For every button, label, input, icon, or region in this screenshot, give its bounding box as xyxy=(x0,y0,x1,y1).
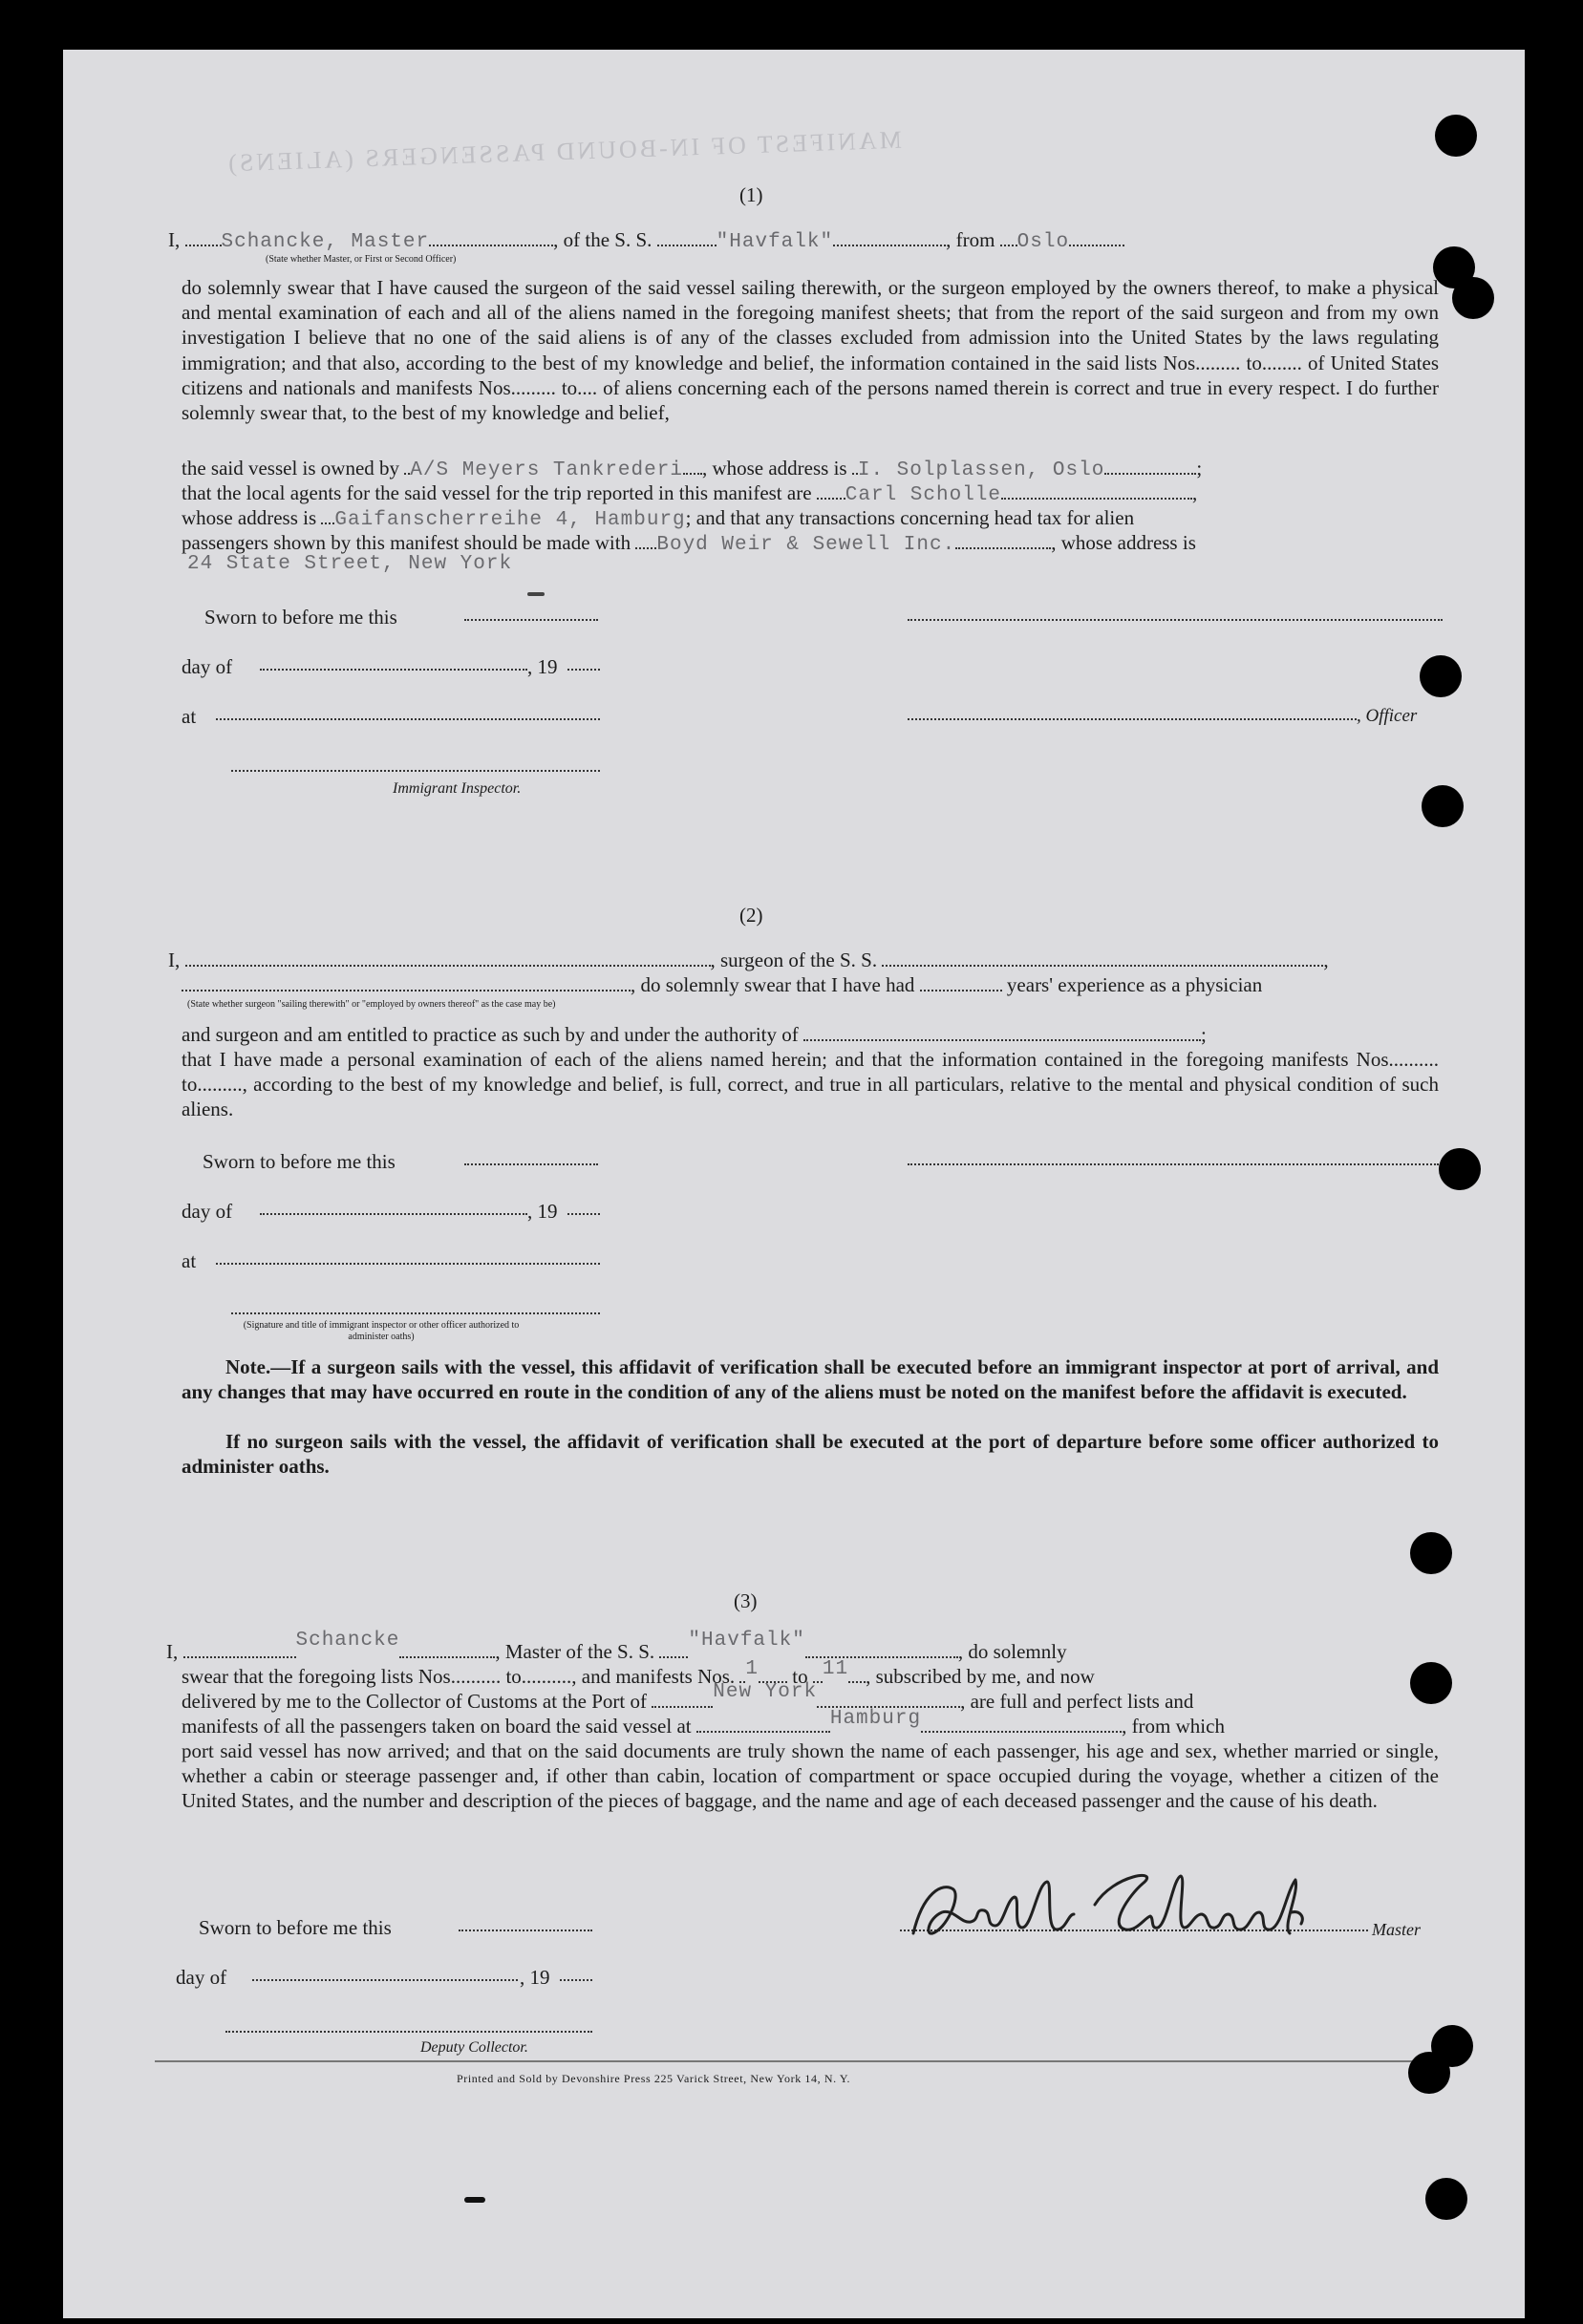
sig-caption-2: (Signature and title of immigrant inspector or other officer authorized to administer oaths) xyxy=(243,1320,520,1342)
master-name: Schancke, Master xyxy=(221,231,430,253)
sworn-2: Sworn to before me this xyxy=(203,1150,396,1173)
manifest-from: 1 xyxy=(745,1658,759,1680)
agent-address-line: whose address is Gaifanscherreihe 4, Hamburg; and that any transactions concerning head tax for alien xyxy=(182,506,1135,531)
sworn-1: Sworn to before me this xyxy=(204,606,397,629)
punch-hole-icon xyxy=(1435,115,1477,157)
master-label: Master xyxy=(1372,1920,1421,1939)
faded-header: MANIFEST OF IN-BOUND PASSENGERS (ALIENS) xyxy=(225,125,903,178)
manifests-line-3: manifests of all the passengers taken on board the said vessel at Hamburg , from which xyxy=(182,1708,1225,1738)
year-2: , 19 xyxy=(527,1200,558,1223)
sworn-3: Sworn to before me this xyxy=(199,1916,392,1939)
master-name-3: Schancke xyxy=(295,1630,400,1652)
at-1: at xyxy=(182,705,197,728)
punch-hole-icon xyxy=(1452,277,1494,319)
passengers-line: passengers shown by this manifest should be made with Boyd Weir & Sewell Inc. , whose address is xyxy=(182,531,1196,556)
tax-agent: Boyd Weir & Sewell Inc. xyxy=(656,534,956,556)
punch-hole-icon xyxy=(1420,655,1462,697)
section-3-body: port said vessel has now arrived; and that on the said documents are truly shown the name of each passenger, his age and sex, whether married or single, whether a cabin or steerage passenger and, if other than cabin, location of compartment or space occupied during the voyage, whether a citizen of the United States, and the number and description of the pieces of baggage, and the name and age of each deceased passenger and the cause of his death. xyxy=(182,1739,1439,1813)
year-1: , 19 xyxy=(527,655,558,678)
owner-address: I. Solplassen, Oslo xyxy=(857,459,1105,481)
sworn-1-line xyxy=(464,619,598,621)
master-signature xyxy=(904,1855,1401,1960)
manifest-to: 11 xyxy=(822,1658,849,1680)
officer-label: , Officer xyxy=(1357,706,1418,726)
day-of-2: day of xyxy=(182,1200,233,1223)
from-label: , from xyxy=(946,228,995,251)
section-3-number: (3) xyxy=(734,1589,758,1612)
solemnly-line: , do solemnly swear that I have had years' experience as a physician xyxy=(182,972,1262,996)
year-3: , 19 xyxy=(520,1966,550,1989)
port-of-departure: Hamburg xyxy=(829,1708,922,1730)
punch-hole-icon xyxy=(1425,2178,1467,2220)
practice-line: and surgeon and am entitled to practice as such by and under the authority of ; xyxy=(182,1023,1207,1046)
lists-line-3: swear that the foregoing lists Nos.......... to.........., and manifests Nos. 1 to 11 , subscribed by me, and now xyxy=(182,1658,1095,1688)
owner-name: A/S Meyers Tankrederi xyxy=(410,459,683,481)
from-port: Oslo xyxy=(1016,231,1070,253)
owned-by-line: the said vessel is owned by A/S Meyers Tankrederi , whose address is I. Solplassen, Oslo ; xyxy=(182,457,1203,481)
section-1-line1 xyxy=(168,227,1124,254)
delivered-line-3: delivered by me to the Collector of Customs at the Port of New York , are full and perfect lists and xyxy=(182,1681,1194,1713)
deputy-collector: Deputy Collector. xyxy=(420,2039,528,2056)
agent-name: Carl Scholle xyxy=(845,484,1002,506)
note-paragraph: Note.—If a surgeon sails with the vessel, this affidavit of verification shall be executed before an immigrant inspector at port of arrival, and any changes that may have occurred en route in the condition of any of the aliens must be noted on the manifest before the affidavit is executed. xyxy=(182,1355,1439,1404)
section-1-caption: (State whether Master, or First or Second Officer) xyxy=(266,254,457,265)
ship-name-3: "Havfalk" xyxy=(688,1630,805,1652)
tax-address: 24 State Street, New York xyxy=(187,553,513,575)
document-page xyxy=(63,50,1525,2318)
ink-mark xyxy=(527,592,545,596)
punch-hole-icon xyxy=(1439,1148,1481,1190)
ink-mark xyxy=(464,2197,485,2203)
of-ss-label: , of the S. S. xyxy=(553,228,652,251)
agents-line: that the local agents for the said vessel for the trip reported in this manifest are Carl Scholle , xyxy=(182,481,1198,506)
officer-sig-line-top xyxy=(908,619,1443,621)
agent-address: Gaifanscherreihe 4, Hamburg xyxy=(334,509,686,531)
punch-hole-icon xyxy=(1410,1662,1452,1704)
section-2-number: (2) xyxy=(739,904,763,927)
at-2: at xyxy=(182,1249,197,1272)
port-of-arrival: New York xyxy=(713,1681,818,1703)
day-of-3: day of xyxy=(176,1966,227,1989)
master-line-3: I, Schancke , Master of the S. S. "Havfalk" , do solemnly xyxy=(166,1630,1067,1663)
punch-hole-icon xyxy=(1410,1532,1452,1574)
section-1-body: do solemnly swear that I have caused the surgeon of the said vessel sailing therewith, or the surgeon employed by the owners thereof, to make a physical and mental examination of each and all of the aliens named in the foregoing manifest sheets; that from the report of the said surgeon and from my own investigation I believe that no one of the said aliens is of any of the classes excluded from admission into the United States by the laws regulating immigration; and that also, according to the best of my knowledge and belief, the information contained in the said lists Nos......... to........ of United States citizens and nationals and manifests Nos......... to.... of aliens concerning each of the persons named therein is correct and true in every respect. I do further solemnly swear that, to the best of my knowledge and belief, xyxy=(182,276,1439,425)
note2-paragraph: If no surgeon sails with the vessel, the affidavit of verification shall be executed at the port of departure before some officer authorized to administer oaths. xyxy=(182,1430,1439,1479)
ship-name: "Havfalk" xyxy=(716,231,834,253)
section-2-caption: (State whether surgeon "sailing therewith" or "employed by owners thereof" as the case may be) xyxy=(187,999,556,1010)
punch-hole-icon xyxy=(1408,2052,1450,2094)
day-of-1: day of xyxy=(182,655,233,678)
surgeon-line: I, , surgeon of the S. S. , xyxy=(168,949,1329,971)
footer-printer: Printed and Sold by Devonshire Press 225 Varick Street, New York 14, N. Y. xyxy=(457,2072,851,2085)
immigrant-inspector: Immigrant Inspector. xyxy=(393,780,522,797)
i-label: I, xyxy=(168,228,181,251)
footer-rule xyxy=(155,2060,1435,2062)
section-1-number: (1) xyxy=(739,183,763,206)
section-2-body: that I have made a personal examination of each of the aliens named herein; and that the information contained in the foregoing manifests Nos.......... to........., according to the best of my knowledge and belief, is full, correct, and true in all particulars, relative to the mental and physical condition of such aliens. xyxy=(182,1048,1439,1121)
punch-hole-icon xyxy=(1422,785,1464,827)
